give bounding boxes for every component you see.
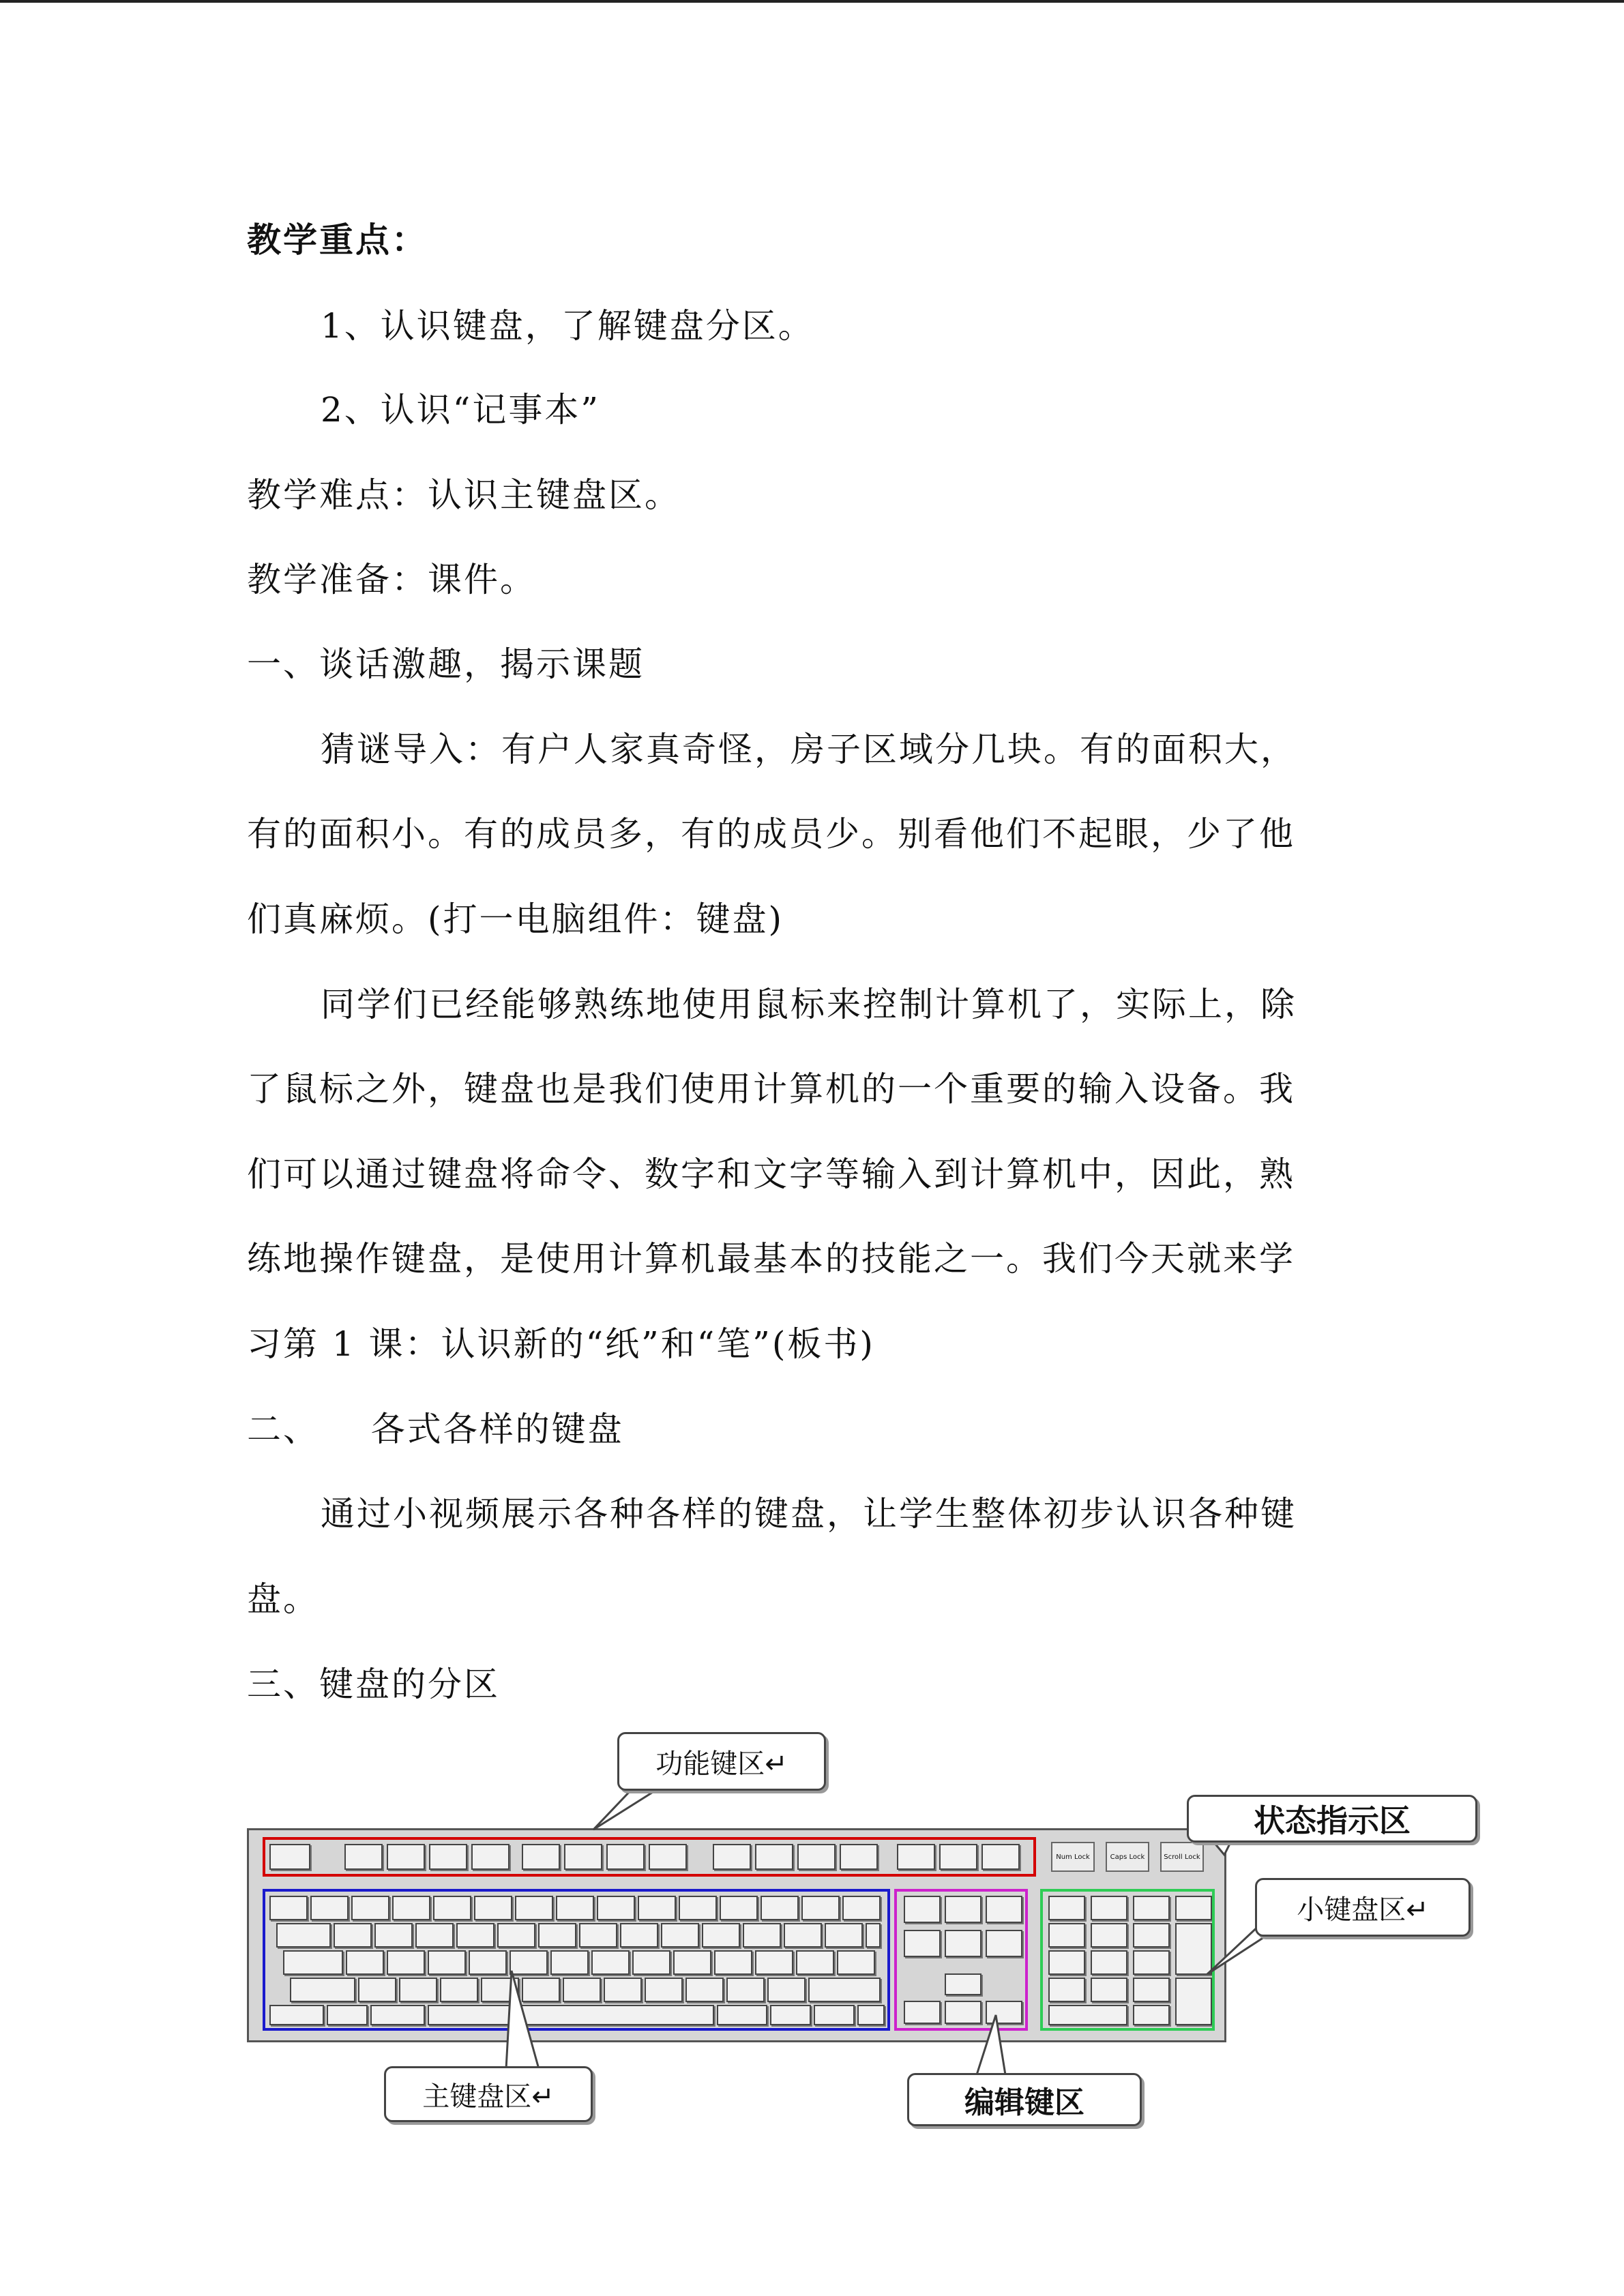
callout-status-indicators: 状态指示区 (1187, 1795, 1477, 1843)
caps-lock-light: Caps Lock (1106, 1842, 1149, 1872)
riddle-line-2: 有的面积小。有的成员多，有的成员少。别看他们不起眼，少了他 (247, 814, 1295, 854)
function-pointer (593, 1787, 662, 1830)
heading-key-points: 教学重点： (247, 220, 428, 260)
key-point-1: 1、认识键盘，了解键盘分区。 (321, 306, 814, 346)
intro-line-4: 练地操作键盘，是使用计算机最基本的技能之一。我们今天就来学 (247, 1239, 1295, 1279)
video-line-1: 通过小视频展示各种各样的键盘，让学生整体初步认识各种键 (321, 1494, 1297, 1534)
intro-line-3: 们可以通过键盘将命令、数字和文字等输入到计算机中，因此，熟 (247, 1154, 1295, 1194)
callout-main-keys: 主键盘区↵ (384, 2066, 593, 2122)
teaching-preparation: 教学准备：课件。 (247, 560, 536, 599)
scroll-lock-light: Scroll Lock (1160, 1842, 1204, 1872)
riddle-line-1: 猜谜导入：有户人家真奇怪，房子区域分几块。有的面积大， (321, 730, 1297, 769)
section-1-title: 一、谈话激趣，揭示课题 (247, 644, 645, 684)
teaching-difficulty: 教学难点：认识主键盘区。 (247, 475, 681, 515)
intro-line-5: 习第 1 课：认识新的“纸”和“笔”(板书) (247, 1324, 875, 1364)
intro-line-2: 了鼠标之外，键盘也是我们使用计算机的一个重要的输入设备。我 (247, 1069, 1295, 1109)
key-point-2: 2、认识“记事本” (321, 390, 600, 430)
callout-function-keys: 功能键区↵ (617, 1732, 826, 1791)
video-line-2: 盘。 (247, 1579, 319, 1619)
callout-edit-keys: 编辑键区 (907, 2073, 1142, 2126)
section-3-title: 三、键盘的分区 (247, 1665, 500, 1704)
num-lock-light: Num Lock (1051, 1842, 1095, 1872)
riddle-line-3: 们真麻烦。(打一电脑组件：键盘) (247, 899, 784, 939)
intro-line-1: 同学们已经能够熟练地使用鼠标来控制计算机了，实际上，除 (321, 985, 1297, 1024)
section-2-title: 二、 各式各样的键盘 (247, 1410, 624, 1449)
callout-numpad: 小键盘区↵ (1255, 1878, 1471, 1937)
